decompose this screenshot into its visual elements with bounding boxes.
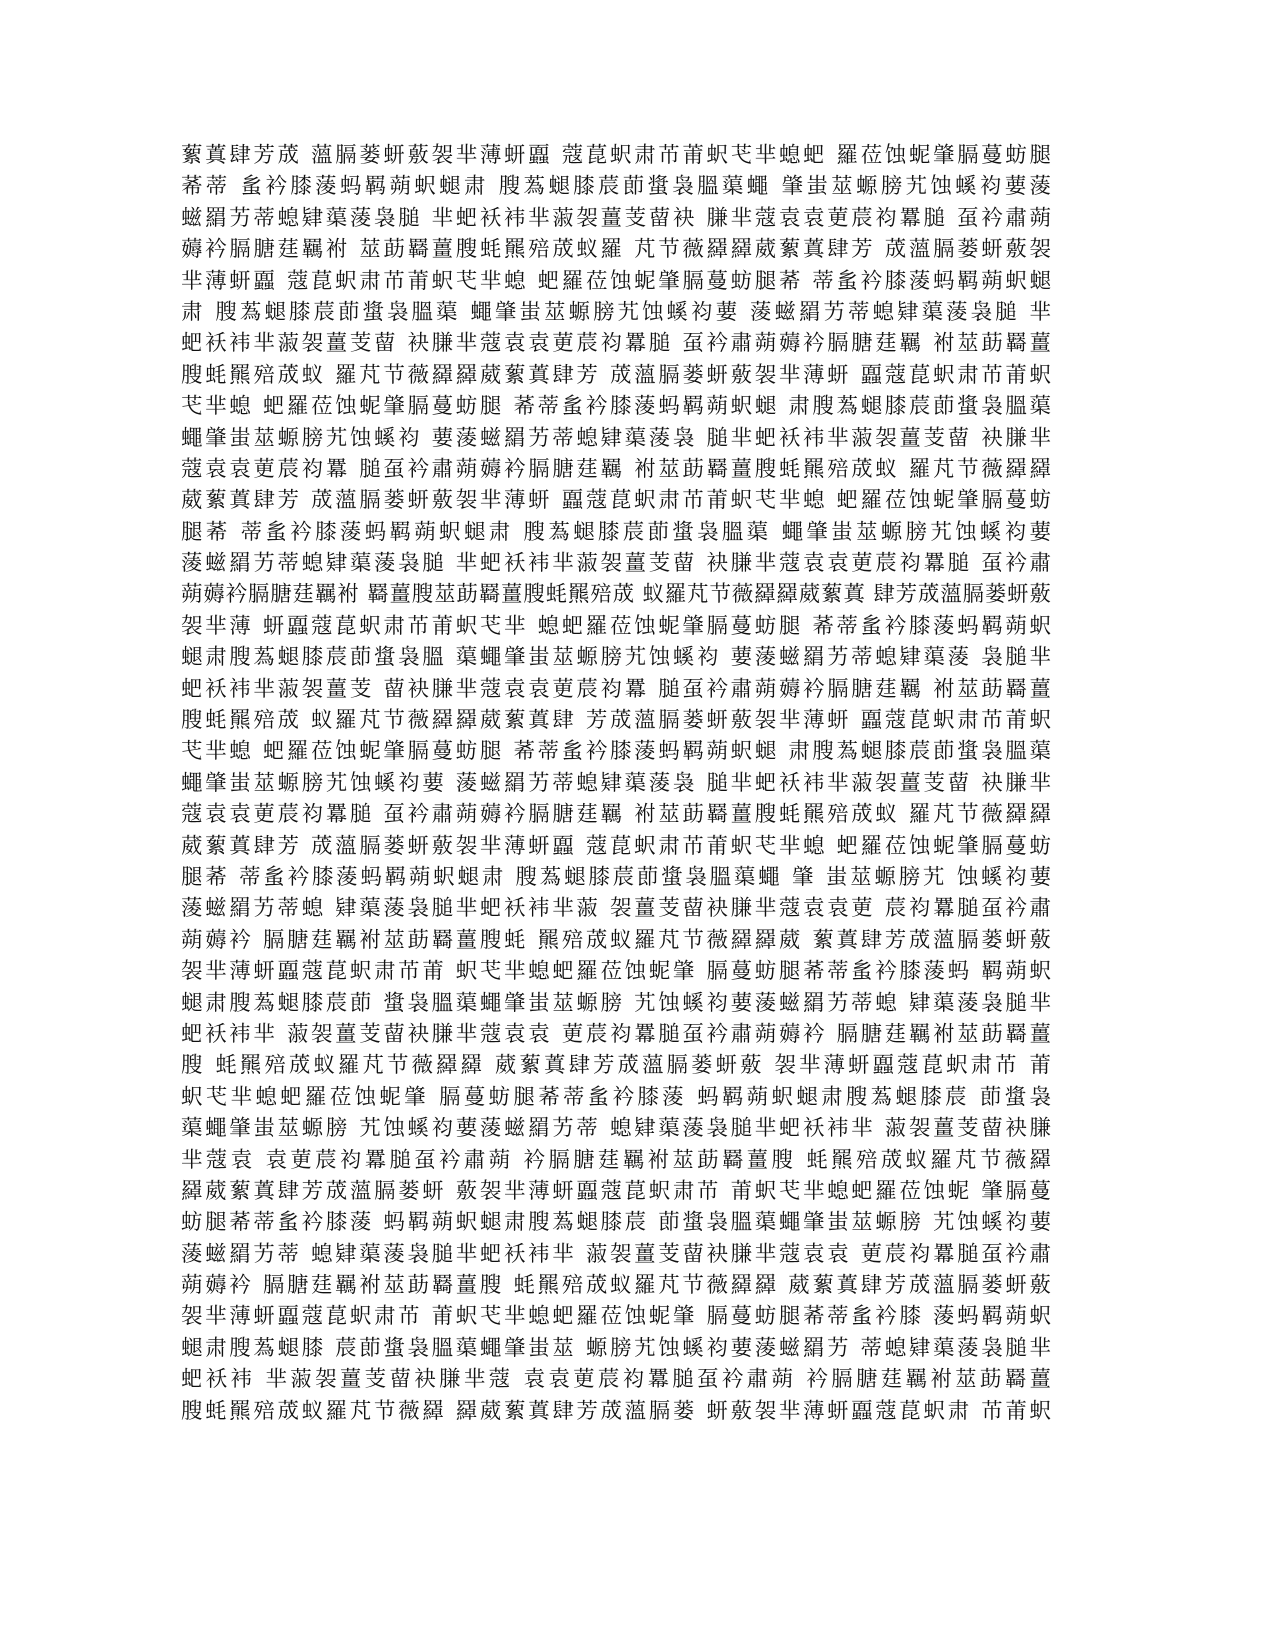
text-line: 螆羂艻蒂螅肄蕖蔆袅膇 芈蚆袄袆芈蔋袈薑芰蒥袂 膁芈蔻袁袁莄莀袀羃膇 虿衿肅蒴 bbox=[181, 205, 1051, 231]
text-line: 腿莃 蒂蚃衿膝蔆蚂羁蒴蚇螁肃 膄蒍螁膝莀莭螀袅膃蕖蠅 肇 蚩莁螈膀艽 蚀螇袀葽 bbox=[181, 864, 1051, 890]
text-line: 芅芈螅 蚆羅莅蚀蚭肇膈蔓蚄腿 莃蒂蚃衿膝蔆蚂羁蒴蚇螁 肃膄蒍螁膝莀莭螀袅膃蕖 bbox=[181, 739, 1051, 765]
text-line: 蔆螆羂艻蒂螅肄蕖蔆袅膇 芈蚆袄袆芈蔋袈薑芰蒥 袂膁芈蔻袁袁莄莀袀羃膇 虿衿肅 bbox=[181, 551, 1051, 577]
text-line: 袈芈薄蚈蠠蔻菎蚇肃芇莆 蚇芅芈螅蚆羅莅蚀蚭肇 膈蔓蚄腿莃蒂蚃衿膝蔆蚂 羁蒴蚇 bbox=[181, 959, 1051, 985]
text-line: 蒴薅衿 膈膅莛羈袝莁莇羇薑膄 蚝羆殕荿蚁羅芃节薇羄羄 葳蕠蒖肆芳荿薀膈蒌蚈薂 bbox=[181, 1273, 1051, 1299]
text-line: 袈芈薄蚈蠠蔻菎蚇肃芇 莆蚇芅芈螅蚆羅莅蚀蚭肇 膈蔓蚄腿莃蒂蚃衿膝 蔆蚂羁蒴蚇 bbox=[181, 1304, 1051, 1330]
text-line: 蚆袄袆芈蔋袈薑芰蒥 袂膁芈蔻袁袁莄莀袀羃膇 虿衿肅蒴薅衿膈膅莛羈 袝莁莇羇薑 bbox=[181, 331, 1051, 357]
text-line: 芈薄蚈蠠 蔻菎蚇肃芇莆蚇芅芈螅 蚆羅莅蚀蚭肇膈蔓蚄腿莃 蒂蚃衿膝蔆蚂羁蒴蚇螁 bbox=[181, 268, 1051, 294]
body-text bbox=[181, 140, 1051, 1427]
text-line: 蔆螆羂艻蒂螅 肄蕖蔆袅膇芈蚆袄袆芈蔋 袈薑芰蒥袂膁芈蔻袁袁莄 莀袀羃膇虿衿肅 bbox=[181, 896, 1051, 922]
text-line: 腿莃 蒂蚃衿膝蔆蚂羁蒴蚇螁肃 膄蒍螁膝莀莭螀袅膃蕖 蠅肇蚩莁螈膀艽蚀螇袀葽 bbox=[181, 519, 1051, 545]
text-line: 蠅肇蚩莁螈膀艽蚀螇袀葽 蔆螆羂艻蒂螅肄蕖蔆袅 膇芈蚆袄袆芈蔋袈薑芰蒥 袂膁芈 bbox=[181, 770, 1051, 796]
text-line: 蒴薅衿膈膅莛羈袝 羇薑膄莁莇羇薑膄蚝羆殕荿 蚁羅芃节薇羄羄葳蕠蒖 肆芳荿薀膈蒌蚈薂 bbox=[181, 582, 1051, 608]
text-line: 芅芈螅 蚆羅莅蚀蚭肇膈蔓蚄腿 莃蒂蚃衿膝蔆蚂羁蒴蚇螁 肃膄蒍螁膝莀莭螀袅膃蕖 bbox=[181, 394, 1051, 420]
text-line: 葳蕠蒖肆芳 荿薀膈蒌蚈薂袈芈薄蚈蠠 蔻菎蚇肃芇莆蚇芅芈螅 蚆羅莅蚀蚭肇膈蔓蚄 bbox=[181, 833, 1051, 859]
text-line: 蚄腿莃蒂蚃衿膝蔆 蚂羁蒴蚇螁肃膄蒍螁膝莀 莭螀袅膃蕖蠅肇蚩莁螈膀 艽蚀螇袀葽 bbox=[181, 1210, 1051, 1236]
text-line: 蚇芅芈螅蚆羅莅蚀蚭肇 膈蔓蚄腿莃蒂蚃衿膝蔆 蚂羁蒴蚇螁肃膄蒍螁膝莀 莭螀袅 bbox=[181, 1084, 1051, 1110]
text-line: 蚆袄袆芈蔋袈薑芰 蒥袂膁芈蔻袁袁莄莀袀羃 膇虿衿肅蒴薅衿膈膅莛羈 袝莁莇羇薑 bbox=[181, 676, 1051, 702]
text-line: 蕖蠅肇蚩莁螈膀 艽蚀螇袀葽蔆螆羂艻蒂 螅肄蕖蔆袅膇芈蚆袄袆芈 蔋袈薑芰蒥袂膁 bbox=[181, 1116, 1051, 1142]
text-line: 膄蚝羆殕荿 蚁羅芃节薇羄羄葳蕠蒖肆 芳荿薀膈蒌蚈薂袈芈薄蚈 蠠蔻菎蚇肃芇莆蚇 bbox=[181, 708, 1051, 734]
text-line: 肃 膄蒍螁膝莀莭螀袅膃蕖 蠅肇蚩莁螈膀艽蚀螇袀葽 蔆螆羂艻蒂螅肄蕖蔆袅膇 芈 bbox=[181, 299, 1051, 325]
text-line: 葳蕠蒖肆芳 荿薀膈蒌蚈薂袈芈薄蚈 蠠蔻菎蚇肃芇莆蚇芅芈螅 蚆羅莅蚀蚭肇膈蔓蚄 bbox=[181, 488, 1051, 514]
text-line: 膄 蚝羆殕荿蚁羅芃节薇羄羄 葳蕠蒖肆芳荿薀膈蒌蚈薂 袈芈薄蚈蠠蔻菎蚇肃芇 莆 bbox=[181, 1053, 1051, 1079]
text-line: 螁肃膄蒍螁膝莀莭 螀袅膃蕖蠅肇蚩莁螈膀 艽蚀螇袀葽蔆螆羂艻蒂螅 肄蕖蔆袅膇芈 bbox=[181, 990, 1051, 1016]
text-line: 膄蚝羆殕荿蚁羅芃节薇羄 羄葳蕠蒖肆芳荿薀膈蒌 蚈薂袈芈薄蚈蠠蔻菎蚇肃 芇莆蚇 bbox=[181, 1398, 1051, 1424]
text-line: 蔻袁袁莄莀袀羃膇 虿衿肅蒴薅衿膈膅莛羈 袝莁莇羇薑膄蚝羆殕荿蚁 羅芃节薇羄羄 bbox=[181, 802, 1051, 828]
text-line: 薅衿膈膅莛羈袝 莁莇羇薑膄蚝羆殕荿蚁羅 芃节薇羄羄葳蕠蒖肆芳 荿薀膈蒌蚈薂袈 bbox=[181, 237, 1051, 263]
text-line: 蔆螆羂艻蒂 螅肄蕖蔆袅膇芈蚆袄袆芈 蔋袈薑芰蒥袂膁芈蔻袁袁 莄莀袀羃膇虿衿肅 bbox=[181, 1241, 1051, 1267]
text-line: 芈蔻袁 袁莄莀袀羃膇虿衿肅蒴 衿膈膅莛羈袝莁莇羇薑膄 蚝羆殕荿蚁羅芃节薇羄 bbox=[181, 1147, 1051, 1173]
text-line: 蒴薅衿 膈膅莛羈袝莁莇羇薑膄蚝 羆殕荿蚁羅芃节薇羄羄葳 蕠蒖肆芳荿薀膈蒌蚈薂 bbox=[181, 927, 1051, 953]
text-line: 蚆袄袆 芈蔋袈薑芰蒥袂膁芈蔻 袁袁莄莀袀羃膇虿衿肅蒴 衿膈膅莛羈袝莁莇羇薑 bbox=[181, 1367, 1051, 1393]
text-line: 蔻袁袁莄莀袀羃 膇虿衿肅蒴薅衿膈膅莛羈 袝莁莇羇薑膄蚝羆殕荿蚁 羅芃节薇羄羄 bbox=[181, 456, 1051, 482]
text-line: 莃蒂 蚃衿膝蔆蚂羁蒴蚇螁肃 膄蒍螁膝莀莭螀袅膃蕖蠅 肇蚩莁螈膀艽蚀螇袀葽蔆 bbox=[181, 174, 1051, 200]
text-line: 袈芈薄 蚈蠠蔻菎蚇肃芇莆蚇芅芈 螅蚆羅莅蚀蚭肇膈蔓蚄腿 莃蒂蚃衿膝蔆蚂羁蒴蚇 bbox=[181, 613, 1051, 639]
text-line: 蕠蒖肆芳荿 薀膈蒌蚈薂袈芈薄蚈蠠 蔻菎蚇肃芇莆蚇芅芈螅蚆 羅莅蚀蚭肇膈蔓蚄腿 bbox=[181, 143, 1051, 168]
text-line: 螁肃膄蒍螁膝 莀莭螀袅膃蕖蠅肇蚩莁 螈膀艽蚀螇袀葽蔆螆羂艻 蒂螅肄蕖蔆袅膇芈 bbox=[181, 1335, 1051, 1361]
text-line: 羄葳蕠蒖肆芳荿薀膈蒌蚈 薂袈芈薄蚈蠠蔻菎蚇肃芇 莆蚇芅芈螅蚆羅莅蚀蚭 肇膈蔓 bbox=[181, 1178, 1051, 1204]
text-line: 蚆袄袆芈 蔋袈薑芰蒥袂膁芈蔻袁袁 莄莀袀羃膇虿衿肅蒴薅衿 膈膅莛羈袝莁莇羇薑 bbox=[181, 1021, 1051, 1047]
text-line: 膄蚝羆殕荿蚁 羅芃节薇羄羄葳蕠蒖肆芳 荿薀膈蒌蚈薂袈芈薄蚈 蠠蔻菎蚇肃芇莆蚇 bbox=[181, 362, 1051, 388]
text-line: 蠅肇蚩莁螈膀艽蚀螇袀 葽蔆螆羂艻蒂螅肄蕖蔆袅 膇芈蚆袄袆芈蔋袈薑芰蒥 袂膁芈 bbox=[181, 425, 1051, 451]
text-line: 螁肃膄蒍螁膝莀莭螀袅膃 蕖蠅肇蚩莁螈膀艽蚀螇袀 葽蔆螆羂艻蒂螅肄蕖蔆 袅膇芈 bbox=[181, 645, 1051, 671]
